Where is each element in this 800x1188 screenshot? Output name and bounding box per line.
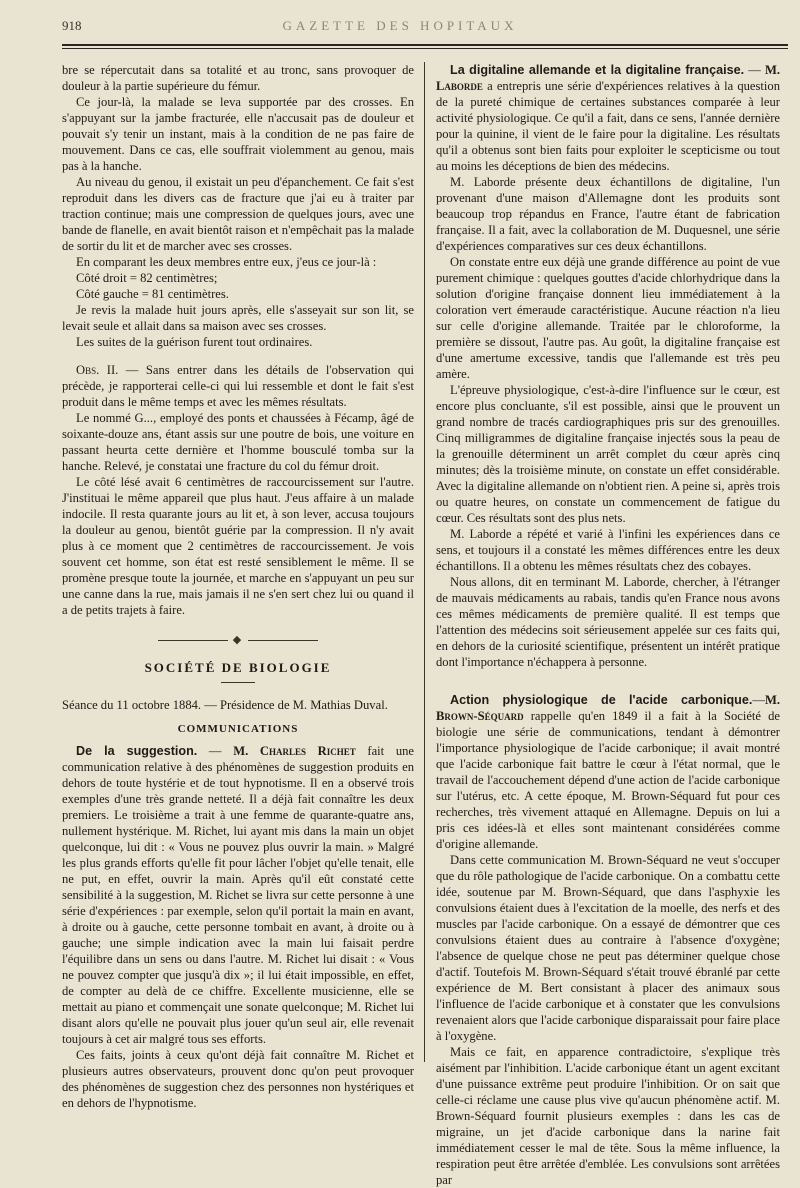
dash: —: [744, 63, 765, 77]
article-author: M. Laborde: [436, 63, 780, 93]
paragraph: Dans cette communication M. Brown-Séquard ne veut s'occuper que du rôle pathologique de l'acide carbonique. On a combattu cette idée, soutenue par M. Brown-Séquard, que dans l'asphyxie les convulsions étaient dues à l'excitation de la moelle, des nerfs et des muscles par l'acide carbonique. On a essayé de démontrer que ces convulsions étaient dues au contraire à l'absence d'oxygène; l'absence de quelque chose ne peut pas déterminer quelque chose d'actif. Toutefois M. Brown-Séquard s'était trouvé ébranlé par cette expérience de M. Bert consistant à placer des animaux sous l'influence de l'acide carbonique et à constater que les convulsions revenaient alors que l'acide carbonique disparaissait pour faire place à l'oxygène.: [436, 853, 780, 1043]
paragraph: Mais ce fait, en apparence contradictoire, s'explique très aisément par l'inhibition. L'acide carbonique étant un agent excitant d'une puissance extrême peut produire l'inhibition. Or on sait que celle-ci réclame une cause plus vive qu'aucun phénomène actif. M. Brown-Séquard fournit plusieurs exemples : dans les cas de migraine, un jet d'acide carbonique dans la narine fait immédiatement cesser le mal de tête. Sous la même influence, la respiration peut être arrêtée d'emblée. Les convulsions sont arrêtées par: [436, 1045, 780, 1187]
article-text: rappelle qu'en 1849 il a fait à la Société de biologie une série de communications, tendant à démontrer l'importance physiologique de l'acide carbonique; il avait montré que l'acide carbonique fait battre le cœur à l'état normal, que le travail de l'accouchement dépend d'une action de l'acide carbonique sur l'utérus, etc. A cette époque, M. Brown-Séquard fut pour ces recherches, très vivement attaqué en Allemagne. Depuis on lui a pris ces idées-là et elles sont maintenant considérées comme d'origine allemande.: [436, 709, 780, 851]
paragraph: Le côté lésé avait 6 centimètres de raccourcissement sur l'autre. J'instituai le même appareil que plus haut. J'eus affaire à un malade indocile. Il resta quarante jours au lit et, à son lever, accusa toujours la douleur au genou, bientôt guérie par la compression. Il n'y avait plus à ce moment que 2 centimètres de raccourcissement. Je vois souvent cet homme, son état est resté sensiblement le même. Il se promène presque toute la journée, et marche en s'appuyant un peu sur une canne dans la rue, mais jamais il ne s'en sert chez lui ou quand il a de petits trajets à faire.: [62, 475, 414, 617]
paragraph: On constate entre eux déjà une grande différence au point de vue purement chimique : quelques gouttes d'acide chlorhydrique dans la solution d'origine française donnent lieu immédiatement à la coloration vert émeraude caractéristique. Aucune réaction n'a lieu sur celle d'origine allemande. Traitée par le chloroforme, la première se dissout, l'autre pas. Au goût, la digitaline française est d'une amertume excessive, tandis que l'allemande est très peu amère.: [436, 255, 780, 381]
dash: —: [752, 693, 765, 707]
left-column: [62, 62, 414, 1111]
communications-heading: COMMUNICATIONS: [177, 723, 299, 735]
title-rule: [221, 682, 255, 683]
observation-label: Obs. II.: [76, 363, 119, 377]
paragraph: M. Laborde a répété et varié à l'infini les expériences dans ce sens, et toujours il a constaté les mêmes différences entre les deux échantillons. Il a obtenu les mêmes résultats chez des cobayes.: [436, 527, 780, 573]
session-line: Séance du 11 octobre 1884. — Présidence de M. Mathias Duval.: [62, 698, 388, 712]
paragraph: Côté gauche = 81 centimètres.: [76, 287, 229, 301]
paragraph: M. Laborde présente deux échantillons de digitaline, l'un provenant d'une maison d'Allemagne dont les produits sont beaucoup trop répandus en France, l'autre étant de fabrication française. Il a fait, avec la collaboration de M. Duquesnel, une série d'expériences comparatives sur ces deux échantillons.: [436, 175, 780, 253]
article-author: M. Brown-Séquard: [436, 693, 780, 723]
paragraph: Au niveau du genou, il existait un peu d'épanchement. Ce fait s'est reproduit dans les divers cas de fracture que j'ai eu à traiter par traction continue; mais une compression de quelques jours, avec une bande de flanelle, en avait bientôt raison et n'empêchait pas la malade de sortir du lit et de marcher avec ses crosses.: [62, 175, 414, 253]
observation-paragraph: [62, 362, 414, 410]
paragraph: Ce jour-là, la malade se leva supportée par des crosses. En s'appuyant sur la jambe fracturée, elle n'accusait pas de douleur et pouvait s'y tenir un instant, mais à la condition de ne pas faire de mouvement. Dans ce cas, elle souffrait violemment au genou, mais pas à la hanche.: [62, 95, 414, 173]
article-paragraph: [436, 692, 780, 852]
paragraph: Nous allons, dit en terminant M. Laborde, chercher, à l'étranger de mauvais médicaments au rabais, tandis qu'en France nous avons ces mêmes médicaments de première qualité. Il est temps que l'attention des médecins soit sérieusement appelée sur ces faits qui, en dehors de la curiosité scientifique, présentent un intérêt pratique dont l'importance n'échappera à personne.: [436, 575, 780, 669]
section-ornament: ◆: [62, 632, 414, 648]
page-number: 918: [62, 18, 82, 33]
section-title: SOCIÉTÉ DE BIOLOGIE: [144, 660, 332, 675]
article-text: fait une communication relative à des phénomènes de suggestion produits en dehors de toute hystérie et de tout hypnotisme. Il en a observé trois exemples d'une très grande netteté. Il a déjà fait connaître les deux premiers. Le troisième a trait à une femme de quarante-quatre ans, nullement hystérique. M. Richet, lui ayant mis dans la main un objet quelconque, lui dit : « Vous ne pouvez plus ouvrir la main. » Malgré les plus grands efforts qu'elle fit pour lâcher l'objet qu'elle tenait, elle ne put, en effet, ouvrir la main. Après qu'il eût constaté cette sensibilité à la suggestion, M. Richet se livra sur cette personne à une série d'expériences : par exemple, selon qu'il portait la main en avant, à droite ou à gauche, cette personne tombait en avant, à droite ou à gauche; une simple indication avec la main lui faisait perdre l'équilibre dans un sens ou dans l'autre. M. Richet lui disait : « Vous ne pouvez compter que jusqu'à dix »; il lui était impossible, en effet, de compter au delà de ce chiffre. Excellente musicienne, elle se mettait au piano et commençait une sonate quelconque; M. Richet lui disant alors qu'elle ne pouvait plus jouer qu'un seul air, elle revenait toujours à cet air malgré tous ses efforts.: [62, 744, 415, 1046]
article-text: a entrepris une série d'expériences relatives à la question de la pureté chimique de certaines substances comparée à leur activité physiologique. Ce qu'il a fait, dans ce sens, l'année dernière pour la quinine, il vient de le faire pour la digitaline. Les résultats qu'il a obtenus sont bien faits pour exploiter le scepticisme ou tout au moins les déceptions de bien des médecins.: [436, 79, 780, 173]
paragraph: Le nommé G..., employé des ponts et chaussées à Fécamp, âgé de soixante-douze ans, étant assis sur une poutre de bois, une voiture en passant heurta cette dernière et l'homme bousculé tomba sur la hanche. Relevé, je constatai une fracture du col du fémur droit.: [62, 411, 414, 473]
column-divider: [424, 62, 425, 1062]
article-paragraph: [436, 62, 780, 174]
header-rule: [62, 44, 788, 46]
article-title: Action physiologique de l'acide carbonique.: [450, 693, 753, 707]
paragraph: En comparant les deux membres entre eux, j'eus ce jour-là :: [76, 255, 377, 269]
header-rule-thin: [62, 48, 788, 49]
article-title: La digitaline allemande et la digitaline française.: [450, 63, 745, 77]
article-author: M. Charles Richet: [233, 744, 356, 758]
paragraph: bre se répercutait dans sa totalité et au tronc, sans provoquer de douleur à la partie supérieure du fémur.: [62, 63, 414, 93]
article-title: De la suggestion.: [76, 744, 198, 758]
article-paragraph: De la suggestion. — M. Charles Richet fait une communication relative à des phénomènes de suggestion produits en dehors de toute hystérie et de tout hypnotisme. Il en a observé trois exemples d'une très grande netteté. Il a déjà fait connaître les deux premiers. Le troisième a trait à une femme de quarante-quatre ans, nullement hystérique. M. Richet, lui ayant mis dans la main un objet quelconque, lui dit : « Vous ne pouvez plus ouvrir la main. » Malgré les plus grands efforts qu'elle fit pour lâcher l'objet qu'elle tenait, elle ne put, en effet, ouvrir la main. Après qu'il eût constaté cette sensibilité à la suggestion, M. Richet se livra sur cette personne à une série d'expériences : par exemple, selon qu'il portait la main en avant, à droite ou à gauche, cette personne tombait en avant, à droite ou à gauche; une simple indication avec la main lui faisait perdre l'équilibre dans un sens ou dans l'autre. M. Richet lui disait : « Vous ne pouvez compter que jusqu'à dix »; il lui était impossible, en effet, de compter au delà de ce chiffre. Excellente musicienne, elle se mettait au piano et commençait une sonate quelconque; M. Richet lui disant alors qu'elle ne pouvait plus jouer qu'un seul air, elle revenait toujours à cet air malgré tous ses efforts.: [62, 744, 415, 1046]
observation-text: — Sans entrer dans les détails de l'observation qui précède, je rapporterai celle-ci qui lui ressemble et dont le fait s'est produit dans le même temps et avec les mêmes résultats.: [62, 363, 414, 409]
right-column: [436, 62, 780, 1188]
paragraph: L'épreuve physiologique, c'est-à-dire l'influence sur le cœur, est encore plus concluante, s'il est possible, ainsi que le prouvent un grand nombre de tracés cardiographiques pris sur des grenouilles. Cinq milligrammes de digitaline française injectés sous la peau de la grenouille déterminent un arrêt complet du cœur après cinq minutes; dès la troisième minute, on constate un effet considérable. Avec la digitaline allemande on n'obtient rien. A peine si, après trois ou quatre heures, on constate un commencement de fatigue du cœur. Ces résultats sont des plus nets.: [436, 383, 780, 525]
paragraph: Côté droit = 82 centimètres;: [76, 271, 218, 285]
paragraph: Je revis la malade huit jours après, elle s'asseyait sur son lit, se levait seule et allait dans sa maison avec ses crosses.: [62, 303, 414, 333]
paragraph: Ces faits, joints à ceux qu'ont déjà fait connaître M. Richet et plusieurs autres observateurs, prouvent donc qu'on peut provoquer des phénomènes de suggestion chez des personnes non hystériques et en dehors de l'hypnotisme.: [62, 1048, 414, 1110]
paragraph: Les suites de la guérison furent tout ordinaires.: [76, 335, 313, 349]
running-head: GAZETTE DES HOPITAUX: [282, 18, 518, 33]
